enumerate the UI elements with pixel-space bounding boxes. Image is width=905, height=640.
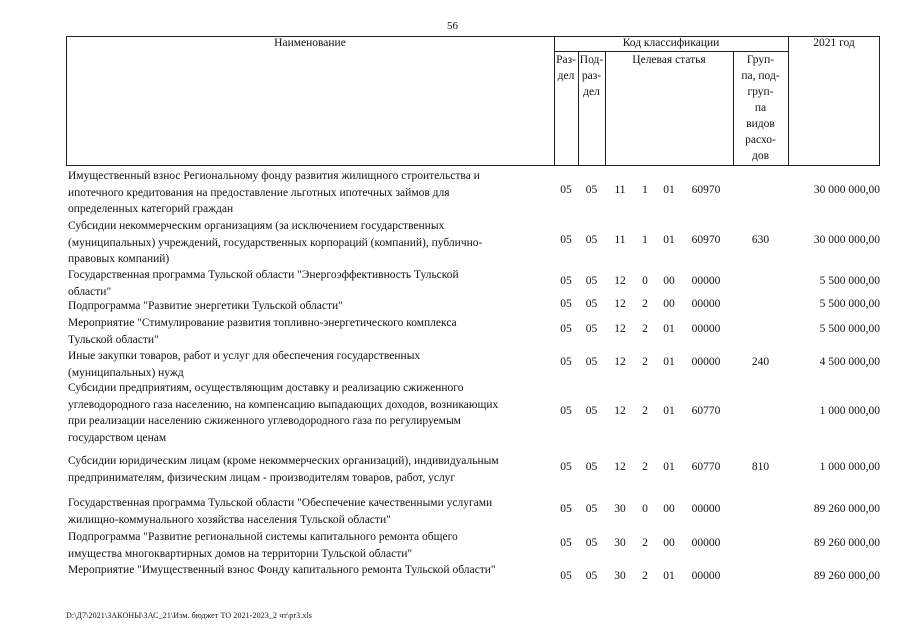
row-target-direction: 00000	[691, 275, 721, 287]
header-bottom-border	[66, 165, 880, 166]
row-name	[68, 168, 554, 218]
row-name	[68, 495, 554, 528]
row-target-subprogram: 2	[642, 537, 648, 549]
header-classification-code: Код классификации	[622, 37, 720, 49]
row-target-direction: 60770	[691, 461, 721, 473]
row-name-line: жилищно-коммунального хозяйства населения Тульской области"	[68, 513, 391, 526]
row-podrazdel: 05	[585, 323, 598, 335]
row-target-subprogram: 2	[642, 323, 648, 335]
row-amount: 89 260 000,00	[813, 570, 880, 582]
row-target-direction: 00000	[691, 503, 721, 515]
row-razdel: 05	[560, 184, 572, 196]
row-target-activity: 00	[663, 537, 675, 549]
row-target-program: 12	[614, 405, 626, 417]
row-razdel: 05	[560, 537, 572, 549]
row-target-program: 11	[614, 234, 626, 246]
row-razdel: 05	[560, 461, 572, 473]
header-razdel-line: дел	[557, 70, 575, 82]
row-razdel: 05	[560, 405, 572, 417]
row-razdel: 05	[560, 356, 572, 368]
row-target-subprogram: 2	[642, 298, 648, 310]
row-target-direction: 00000	[691, 356, 721, 368]
row-target-activity: 01	[663, 405, 675, 417]
row-target-subprogram: 0	[642, 503, 648, 515]
row-target-subprogram: 0	[642, 275, 648, 287]
row-podrazdel: 05	[585, 356, 598, 368]
row-amount: 30 000 000,00	[813, 234, 880, 246]
row-name	[68, 218, 554, 268]
header-group-line: па	[754, 102, 767, 114]
row-name-line: имущества многоквартирных домов на территории Тульской области"	[68, 547, 413, 560]
row-name	[68, 315, 554, 348]
row-razdel: 05	[560, 503, 572, 515]
row-name-line: Государственная программа Тульской области "Энергоэффективность Тульской	[68, 269, 459, 281]
row-podrazdel: 05	[585, 503, 598, 515]
row-name	[68, 298, 554, 315]
row-name	[68, 380, 554, 446]
header-group	[733, 52, 788, 164]
row-razdel: 05	[560, 234, 572, 246]
header-podrazdel	[578, 52, 605, 100]
row-expense-group: 630	[751, 234, 770, 246]
row-razdel: 05	[560, 298, 572, 310]
row-target-program: 12	[614, 298, 626, 310]
row-name-line: Мероприятие "Имущественный взнос Фонду капитального ремонта Тульской области"	[68, 564, 496, 576]
row-amount: 30 000 000,00	[813, 184, 880, 196]
header-year: 2021 год	[813, 37, 855, 49]
table-header	[66, 36, 880, 166]
row-target-program: 30	[614, 503, 626, 515]
row-name-line: (муниципальных) учреждений, государственных корпораций (компаний), публично-	[68, 236, 483, 249]
row-name	[68, 267, 554, 300]
header-group-line: дов	[751, 150, 770, 162]
row-name-line: Государственная программа Тульской области "Обеспечение качественными услугами	[68, 497, 493, 509]
header-group-line: груп-	[747, 86, 774, 98]
row-podrazdel: 05	[585, 275, 598, 287]
row-amount: 1 000 000,00	[819, 461, 880, 473]
row-target-activity: 01	[663, 570, 675, 582]
row-name-line: Имущественный взнос Региональному фонду развития жилищного строительства и	[68, 170, 480, 182]
row-target-activity: 01	[663, 323, 675, 335]
row-name-line: предпринимателям, физическим лицам - производителям товаров, работ, услуг	[68, 471, 456, 484]
row-name-line: Мероприятие "Стимулирование развития топливно-энергетического комплекса	[68, 317, 457, 329]
row-target-program: 30	[614, 537, 626, 549]
header-divider	[788, 36, 789, 166]
row-target-direction: 60970	[691, 184, 721, 196]
row-target-activity: 01	[663, 356, 675, 368]
row-target-activity: 01	[663, 234, 675, 246]
row-name-line: (муниципальных) нужд	[68, 366, 184, 379]
row-amount: 5 500 000,00	[819, 298, 880, 310]
row-razdel: 05	[560, 323, 572, 335]
row-target-activity: 01	[663, 184, 675, 196]
header-podrazdel-line: Под-	[579, 54, 604, 66]
row-podrazdel: 05	[585, 405, 598, 417]
header-podrazdel-line: дел	[583, 86, 600, 98]
header-divider	[605, 51, 606, 166]
header-group-line: па, под-	[741, 70, 780, 82]
row-target-activity: 00	[663, 275, 675, 287]
row-target-activity: 01	[663, 461, 675, 473]
header-razdel	[554, 52, 578, 84]
row-amount: 5 500 000,00	[819, 323, 880, 335]
page-number: 56	[447, 20, 458, 32]
row-target-direction: 60970	[691, 234, 721, 246]
row-target-activity: 00	[663, 503, 675, 515]
row-amount: 1 000 000,00	[819, 405, 880, 417]
header-left-border	[66, 36, 67, 166]
row-podrazdel: 05	[585, 461, 598, 473]
row-target-subprogram: 1	[642, 234, 648, 246]
row-target-direction: 60770	[691, 405, 721, 417]
row-target-subprogram: 2	[642, 570, 648, 582]
row-name	[68, 453, 554, 486]
header-right-border	[879, 36, 880, 166]
row-razdel: 05	[560, 275, 572, 287]
row-amount: 5 500 000,00	[819, 275, 880, 287]
row-target-direction: 00000	[691, 323, 721, 335]
row-target-direction: 00000	[691, 298, 721, 310]
row-name	[68, 562, 554, 579]
row-expense-group: 810	[751, 461, 770, 473]
row-target-subprogram: 2	[642, 356, 648, 368]
row-target-direction: 00000	[691, 537, 721, 549]
row-name-line: Подпрограмма "Развитие энергетики Тульской области"	[68, 300, 343, 312]
row-name-line: определенных категорий граждан	[68, 203, 234, 215]
row-target-activity: 00	[663, 298, 675, 310]
row-target-subprogram: 2	[642, 461, 648, 473]
row-name-line: Субсидии некоммерческим организациям (за исключением государственных	[68, 220, 445, 232]
row-amount: 89 260 000,00	[813, 503, 880, 515]
header-podrazdel-line: раз-	[581, 70, 602, 82]
header-group-line: расхо-	[745, 134, 776, 146]
row-target-program: 12	[614, 323, 626, 335]
row-podrazdel: 05	[585, 570, 598, 582]
row-name-line: правовых компаний)	[68, 253, 170, 265]
row-target-program: 12	[614, 461, 626, 473]
row-amount: 89 260 000,00	[813, 537, 880, 549]
header-target-article: Целевая статья	[632, 54, 706, 66]
header-group-line: видов	[746, 118, 775, 130]
row-name-line: Подпрограмма "Развитие региональной системы капитального ремонта общего	[68, 531, 458, 543]
header-name: Наименование	[274, 37, 346, 49]
row-name-line: Тульской области"	[68, 333, 159, 346]
row-podrazdel: 05	[585, 234, 598, 246]
row-razdel: 05	[560, 570, 572, 582]
row-target-program: 30	[614, 570, 626, 582]
row-name-line: области"	[68, 285, 112, 298]
row-name-line: при реализации населению сжиженного углеводородного газа по регулируемым	[68, 415, 461, 427]
row-amount: 4 500 000,00	[819, 356, 880, 368]
footer-file-path: D:\Д7\2021\ЗАКОНЫ\ЗАС_21\Изм. бюджет ТО 2021-2023_2 чт\pr3.xls	[66, 611, 312, 620]
row-name	[68, 348, 554, 381]
header-razdel-line: Раз-	[556, 54, 576, 66]
row-name-line: государством ценам	[68, 431, 167, 444]
row-target-subprogram: 2	[642, 405, 648, 417]
header-group-line: Груп-	[746, 54, 775, 66]
row-target-program: 12	[614, 275, 626, 287]
row-target-subprogram: 1	[642, 184, 648, 196]
row-target-program: 11	[614, 184, 626, 196]
row-name-line: Иные закупки товаров, работ и услуг для обеспечения государственных	[68, 350, 421, 362]
row-name-line: Субсидии предприятиям, осуществляющим доставку и реализацию сжиженного	[68, 382, 464, 394]
row-target-direction: 00000	[691, 570, 721, 582]
row-target-program: 12	[614, 356, 626, 368]
row-podrazdel: 05	[585, 298, 598, 310]
row-name-line: углеводородного газа населению, на компенсацию выпадающих доходов, возникающих	[68, 398, 499, 411]
row-name-line: Субсидии юридическим лицам (кроме некоммерческих организаций), индивидуальным	[68, 455, 499, 467]
row-expense-group: 240	[751, 356, 770, 368]
row-podrazdel: 05	[585, 184, 598, 196]
row-podrazdel: 05	[585, 537, 598, 549]
row-name-line: ипотечного кредитования на предоставление льготных ипотечных займов для	[68, 186, 450, 199]
row-name	[68, 529, 554, 562]
